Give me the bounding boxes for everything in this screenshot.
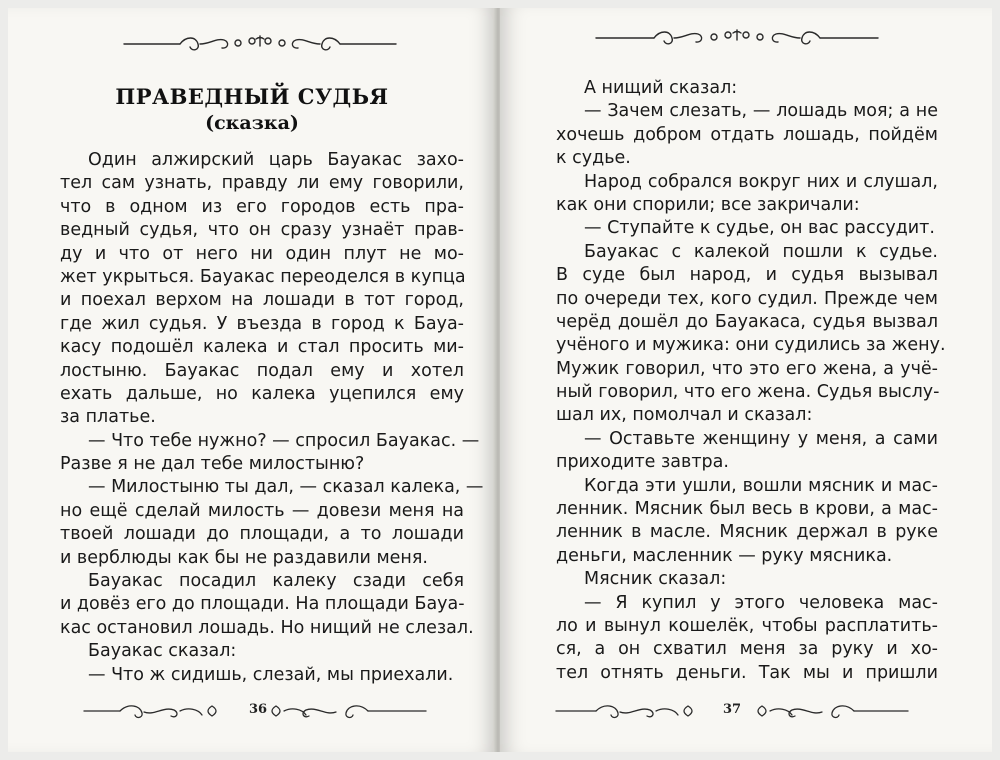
text-line: Мясник сказал: [584,569,727,590]
text-line: лостыню. Бауакас подал ему и хотел [60,360,464,381]
right-page-text [556,77,946,685]
text-line: хочешь добром отдать лошадь, пойдём [556,124,938,145]
text-line: ся, а он схватил меня за руку и хо- [556,639,938,660]
page-number-left: 36 [249,702,268,717]
text-line: — Что тебе нужно? — спросил Бауакас. — [88,430,480,451]
text-line: где жил судья. У въезда в город к Бауа- [60,313,464,334]
text-line: и верблюды как бы не раздавили меня. [60,547,428,568]
text-line: по очереди тех, кого судил. Прежде чем [556,288,938,309]
left-page [8,8,496,752]
text-line: но ещё сделай милость — довези меня на [60,500,464,521]
text-line: А нищий сказал: [584,78,738,98]
text-line: — Милостыню ты дал, — сказал калека, — [88,477,484,498]
text-line: жет укрыться. Бауакас переоделся в купца [60,266,466,287]
text-line: Когда эти ушли, вошли мясник и мас- [584,475,938,496]
text-line: — Зачем слезать, — лошадь моя; а не [584,101,938,122]
text-line: как они спорили; все закричали: [556,194,860,215]
text-line: деньги, масленник — руку мясника. [556,545,893,566]
left-page-text [60,149,484,687]
text-line: черёд дошёл до Бауакаса, судья вызвал [556,311,938,332]
text-line: Народ собрался вокруг них и слушал, [584,171,938,192]
text-line: к судье. [556,148,631,169]
text-line: — Оставьте женщину у меня, а сами [584,428,938,449]
page-number-right: 37 [723,702,742,717]
text-line: — Что ж сидишь, слезай, мы приехали. [88,664,454,685]
text-line: Мужик говорил, что это его жена, а учё- [556,358,938,379]
text-line: и довёз его до площади. На площади Бауа- [60,594,465,615]
story-subtitle: (сказка) [205,112,299,134]
text-line: — Ступайте к судье, он вас рассудит. [584,218,935,239]
text-line: тел отнять деньги. Так мы и пришли [556,662,938,683]
text-line: Бауакас с калекой пошли к судье. [584,241,938,262]
text-line: Один алжирский царь Бауакас захо- [88,150,464,170]
text-line: учёного и мужика: они судились за жену. [556,335,946,356]
top-flourish-ornament [120,30,400,56]
text-line: приходите завтра. [556,452,729,473]
text-line: ло и вынул кошелёк, чтобы расплатить- [556,615,938,636]
right-page [500,8,992,752]
text-line: ехать дальше, но калека уцепился ему [60,383,464,404]
top-flourish-ornament-right [592,24,882,50]
text-line: ленник в масле. Мясник держал в руке [556,522,938,543]
text-line: что в одном из его городов есть пра- [60,196,464,217]
text-line: тел сам узнать, правду ли ему говорили, [60,173,464,194]
text-line: Бауакас посадил калеку сзади себя [88,571,464,592]
text-line: ду и что от него ни один плут не мо- [60,243,464,264]
text-line: ленник. Мясник был весь в крови, а мас- [556,499,938,520]
text-line: кас остановил лошадь. Но нищий не слезал. [60,617,474,638]
text-line: за платье. [60,407,156,428]
text-line: твоей лошади до площади, а то лошади [60,524,464,545]
text-line: касу подошёл калека и стал просить ми- [60,337,464,358]
text-line: ный говорил, что его жена. Судья выслу- [556,382,940,403]
text-line: Бауакас сказал: [88,641,237,662]
text-line: ведный судья, что он сразу узнаёт прав- [60,220,464,241]
story-title: ПРАВЕДНЫЙ СУДЬЯ [115,84,389,109]
text-line: шал их, помолчал и сказал: [556,405,813,426]
text-line: — Я купил у этого человека мас- [584,592,938,613]
text-line: Разве я не дал тебе милостыню? [60,454,365,475]
text-line: и поехал верхом на лошади в тот город, [60,290,464,311]
text-line: В суде был народ, и судья вызывал [556,265,938,286]
